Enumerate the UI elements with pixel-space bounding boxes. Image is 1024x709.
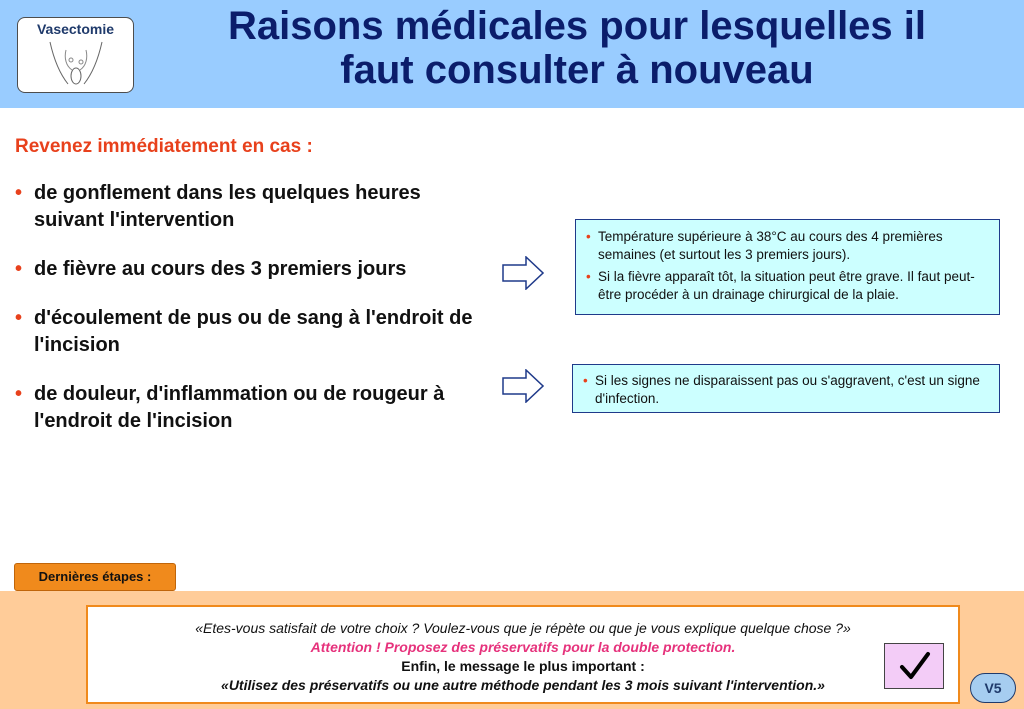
list-item-text: de fièvre au cours des 3 premiers jours [34, 258, 407, 280]
fever-info-box [575, 219, 1000, 315]
arrow-right-icon [502, 369, 544, 403]
list-item-text: de gonflement dans les quelques heures suivant l'intervention [34, 182, 421, 231]
list-item [584, 268, 995, 304]
last-steps-button[interactable]: Dernières étapes : [14, 563, 176, 591]
symptom-list [15, 180, 495, 457]
bullet-icon: • [15, 383, 23, 405]
header-bar [0, 0, 1024, 108]
vasectomie-logo [17, 17, 134, 93]
bullet-icon: • [15, 258, 23, 280]
bullet-icon: • [583, 373, 588, 388]
list-item-text: Température supérieure à 38°C au cours des 4 premières semaines (et surtout les 3 premiers jours). [598, 229, 943, 262]
final-message: «Utilisez des préservatifs ou une autre méthode pendant les 3 mois suivant l'intervention.» [221, 677, 825, 693]
list-item [15, 256, 495, 283]
section-subhead: Revenez immédiatement en cas : [15, 136, 313, 157]
list-item-text: Si la fièvre apparaît tôt, la situation peut être grave. Il faut peut-être procéder à un drainage chirurgical de la plaie. [598, 269, 975, 302]
list-item [584, 228, 995, 264]
final-message-box [86, 605, 960, 704]
check-icon [899, 650, 931, 682]
bullet-icon: • [15, 182, 23, 204]
list-item [581, 372, 995, 408]
check-button[interactable] [884, 643, 944, 689]
list-item [15, 381, 495, 435]
list-item-text: de douleur, d'inflammation ou de rougeur à l'endroit de l'incision [34, 383, 445, 432]
anatomy-icon [46, 40, 106, 92]
question-text: «Etes-vous satisfait de votre choix ? Voulez-vous que je répète ou que je vous explique quelque chose ?» [195, 620, 851, 636]
page-title [150, 4, 1004, 92]
list-item-text: d'écoulement de pus ou de sang à l'endroit de l'incision [34, 307, 473, 356]
bullet-icon: • [586, 269, 591, 284]
title-line-2: faut consulter à nouveau [340, 48, 814, 92]
final-label: Enfin, le message le plus important : [401, 658, 645, 674]
bullet-icon: • [586, 229, 591, 244]
logo-label: Vasectomie [36, 21, 115, 37]
version-badge: V5 [970, 673, 1016, 703]
warning-text: Attention ! Proposez des préservatifs pour la double protection. [310, 639, 736, 655]
bullet-icon: • [15, 307, 23, 329]
infection-info-box [572, 364, 1000, 413]
list-item-text: Si les signes ne disparaissent pas ou s'aggravent, c'est un signe d'infection. [595, 373, 980, 406]
arrow-right-icon [502, 256, 544, 290]
list-item [15, 305, 495, 359]
title-line-1: Raisons médicales pour lesquelles il [227, 4, 927, 48]
list-item [15, 180, 495, 234]
